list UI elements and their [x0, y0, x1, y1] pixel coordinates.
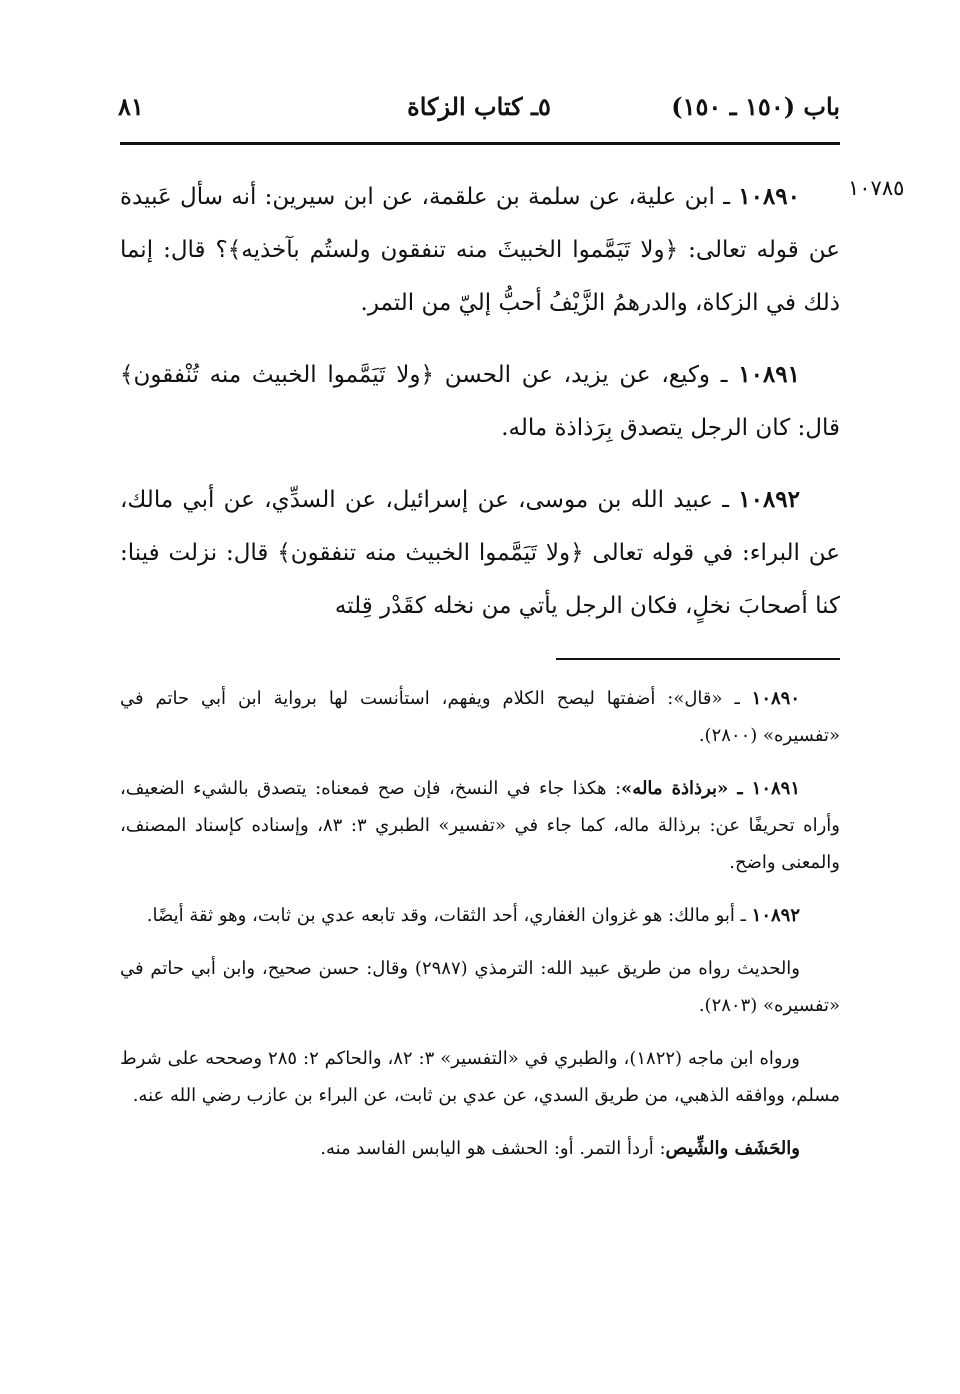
footnote-6	[120, 1130, 840, 1167]
page-number: ٨١	[118, 92, 144, 121]
footnotes	[120, 680, 840, 1183]
paragraph-text: ـ وكيع، عن يزيد، عن الحسن ﴿ولا تَيَمَّموا الخبيث منه تُنْفقون﴾ قال: كان الرجل يتصدق بِرَذاذة ماله.	[120, 362, 840, 441]
paragraph-text: ـ ابن علية، عن سلمة بن علقمة، عن ابن سيرين: أنه سأل عَبيدة عن قوله تعالى: ﴿ولا تَيَمَّموا الخبيثَ منه تنفقون ولستُم بآخذيه﴾؟ قال: إنما ذلك في الزكاة، والدرهمُ الزَّيْفُ أحبُّ إليّ من التمر.	[120, 184, 840, 316]
hadith-number: ١٠٨٩٠	[738, 183, 800, 210]
footnote-term: ـ «برذاذة ماله»	[621, 778, 752, 799]
footnote-4	[120, 950, 840, 1024]
footnote-text: والحديث رواه من طريق عبيد الله: الترمذي (٢٩٨٧) وقال: حسن صحيح، وابن أبي حاتم في «تفسيره» (٢٨٠٣).	[120, 958, 840, 1016]
footnote-text: ورواه ابن ماجه (١٨٢٢)، والطبري في «التفسير» ٣: ٨٢، والحاكم ٢: ٢٨٥ وصححه على شرط مسلم، ووافقه الذهبي، من طريق السدي، عن عدي بن ثابت، عن البراء بن عازب رضي الله عنه.	[120, 1048, 840, 1106]
book-title: ٥ـ كتاب الزكاة	[407, 92, 551, 121]
footnote-1	[120, 680, 840, 754]
hadith-number: ١٠٨٩١	[738, 361, 800, 388]
footnote-number: ١٠٨٩١	[751, 778, 800, 799]
hadith-number: ١٠٨٩٢	[738, 486, 800, 513]
footnote-5	[120, 1040, 840, 1114]
paragraph-1	[120, 170, 840, 330]
paragraph-2	[120, 348, 840, 455]
footnote-3	[120, 897, 840, 934]
paragraph-text: ـ عبيد الله بن موسى، عن إسرائيل، عن السدِّي، عن أبي مالك، عن البراء: في قوله تعالى ﴿ولا تَيَمَّموا الخبيث منه تنفقون﴾ قال: نزلت فينا: كنا أصحابَ نخلٍ، فكان الرجل يأتي من نخله كقَدْر قِلته	[120, 487, 840, 619]
running-header	[118, 82, 840, 140]
footnote-text: ـ «قال»: أضفتها ليصح الكلام ويفهم، استأنست لها برواية ابن أبي حاتم في «تفسيره» (٢٨٠٠).	[120, 688, 840, 746]
header-rule	[120, 142, 840, 145]
main-text	[120, 170, 840, 651]
margin-number: ١٠٧٨٥	[848, 176, 905, 200]
footnote-text: : هكذا جاء في النسخ، فإن صح فمعناه: يتصدق بالشيء الضعيف، وأراه تحريفًا عن: برذالة ماله، كما جاء في «تفسير» الطبري ٣: ٨٣، وإسناده كإسناد المصنف، والمعنى واضح.	[120, 778, 840, 873]
paragraph-3	[120, 473, 840, 633]
footnote-number: ١٠٨٩٠	[751, 688, 800, 709]
footnote-2	[120, 770, 840, 881]
footnote-number: ١٠٨٩٢	[751, 905, 800, 926]
chapter-title: باب (١٥٠ ـ ١٥٠)	[671, 92, 840, 121]
footnote-text: ـ أبو مالك: هو غزوان الغفاري، أحد الثقات، وقد تابعه عدي بن ثابت، وهو ثقة أيضًا.	[146, 905, 752, 926]
footnote-text: : أردأ التمر. أو: الحشف هو اليابس الفاسد منه.	[320, 1138, 666, 1159]
footnote-separator	[556, 658, 840, 660]
footnote-term: والحَشَف والشِّيص	[665, 1138, 800, 1159]
